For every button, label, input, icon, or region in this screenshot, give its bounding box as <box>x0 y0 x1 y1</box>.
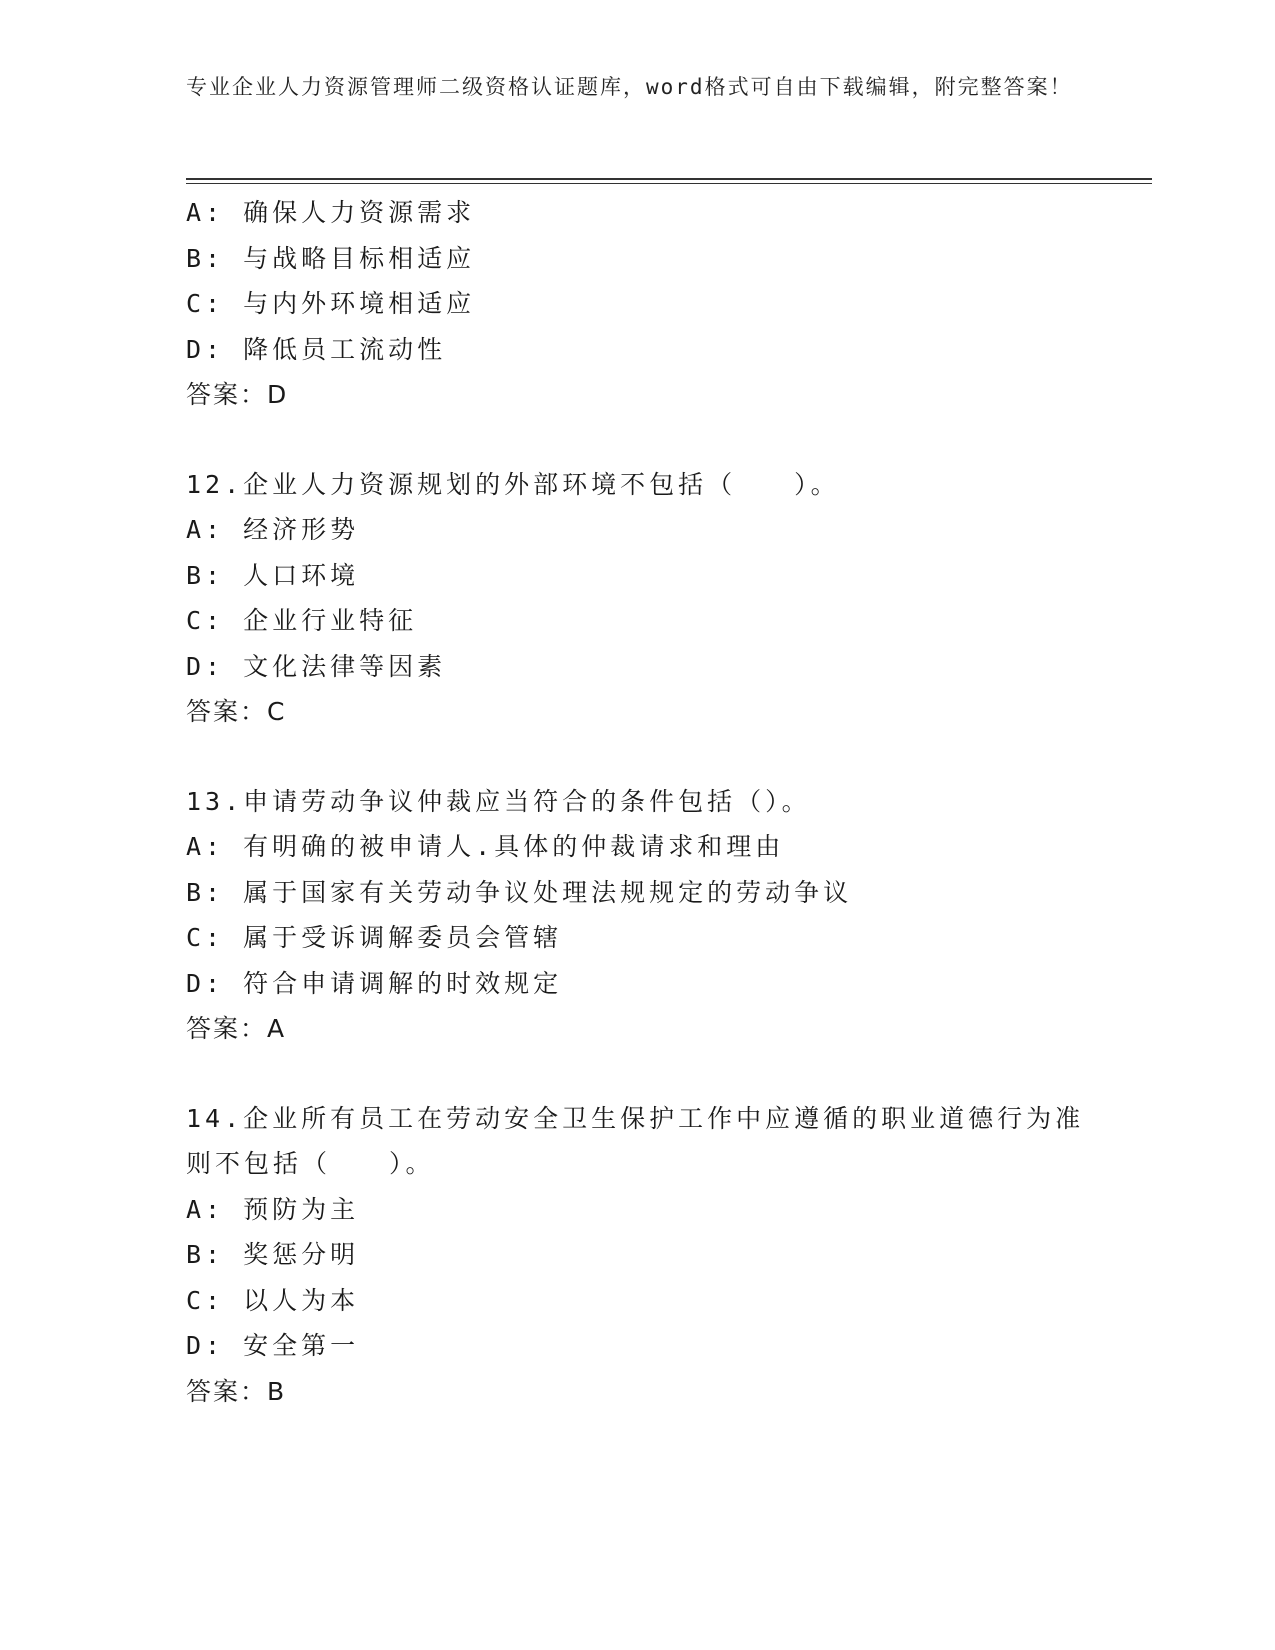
question-stem: 13.申请劳动争议仲裁应当符合的条件包括（）。 <box>186 786 811 816</box>
answer-line: 答案：A <box>186 1014 287 1043</box>
option-c: C: 企业行业特征 <box>186 606 418 635</box>
answer-line: 答案：B <box>186 1376 287 1406</box>
option-a: A: 预防为主 <box>186 1194 360 1224</box>
option-a: A: 确保人力资源需求 <box>186 198 476 227</box>
answer-line: 答案：D <box>186 380 289 409</box>
question-block-14 <box>186 1096 1146 1415</box>
document-header: 专业企业人力资源管理师二级资格认证题库，word格式可自由下载编辑，附完整答案！ <box>186 75 1073 99</box>
header-divider-thin <box>186 183 1152 184</box>
spacer <box>186 1052 1146 1096</box>
option-c: C: 以人为本 <box>186 1285 360 1315</box>
option-a: A: 经济形势 <box>186 515 360 544</box>
question-content <box>186 190 1146 1414</box>
question-stem-line-1: 14.企业所有员工在劳动安全卫生保护工作中应遵循的职业道德行为准 <box>186 1103 1085 1133</box>
option-d: D: 降低员工流动性 <box>186 334 447 364</box>
option-d: D: 文化法律等因素 <box>186 651 447 681</box>
option-c: C: 属于受诉调解委员会管辖 <box>186 923 563 952</box>
option-d: D: 符合申请调解的时效规定 <box>186 968 563 998</box>
option-a: A: 有明确的被申请人.具体的仲裁请求和理由 <box>186 832 785 861</box>
question-stem: 12.企业人力资源规划的外部环境不包括（ ）。 <box>186 469 840 499</box>
question-stem-line-2: 则不包括（ ）。 <box>186 1149 435 1178</box>
option-b: B: 属于国家有关劳动争议处理法规规定的劳动争议 <box>186 877 853 907</box>
answer-line: 答案：C <box>186 697 287 726</box>
option-c: C: 与内外环境相适应 <box>186 289 476 318</box>
option-b: B: 人口环境 <box>186 560 360 590</box>
question-block-11 <box>186 190 1146 418</box>
option-b: B: 奖惩分明 <box>186 1240 360 1269</box>
spacer <box>186 735 1146 779</box>
header-divider <box>186 178 1152 180</box>
option-d: D: 安全第一 <box>186 1331 360 1360</box>
option-b: B: 与战略目标相适应 <box>186 243 476 273</box>
spacer <box>186 418 1146 462</box>
question-block-12 <box>186 462 1146 735</box>
question-block-13 <box>186 779 1146 1052</box>
